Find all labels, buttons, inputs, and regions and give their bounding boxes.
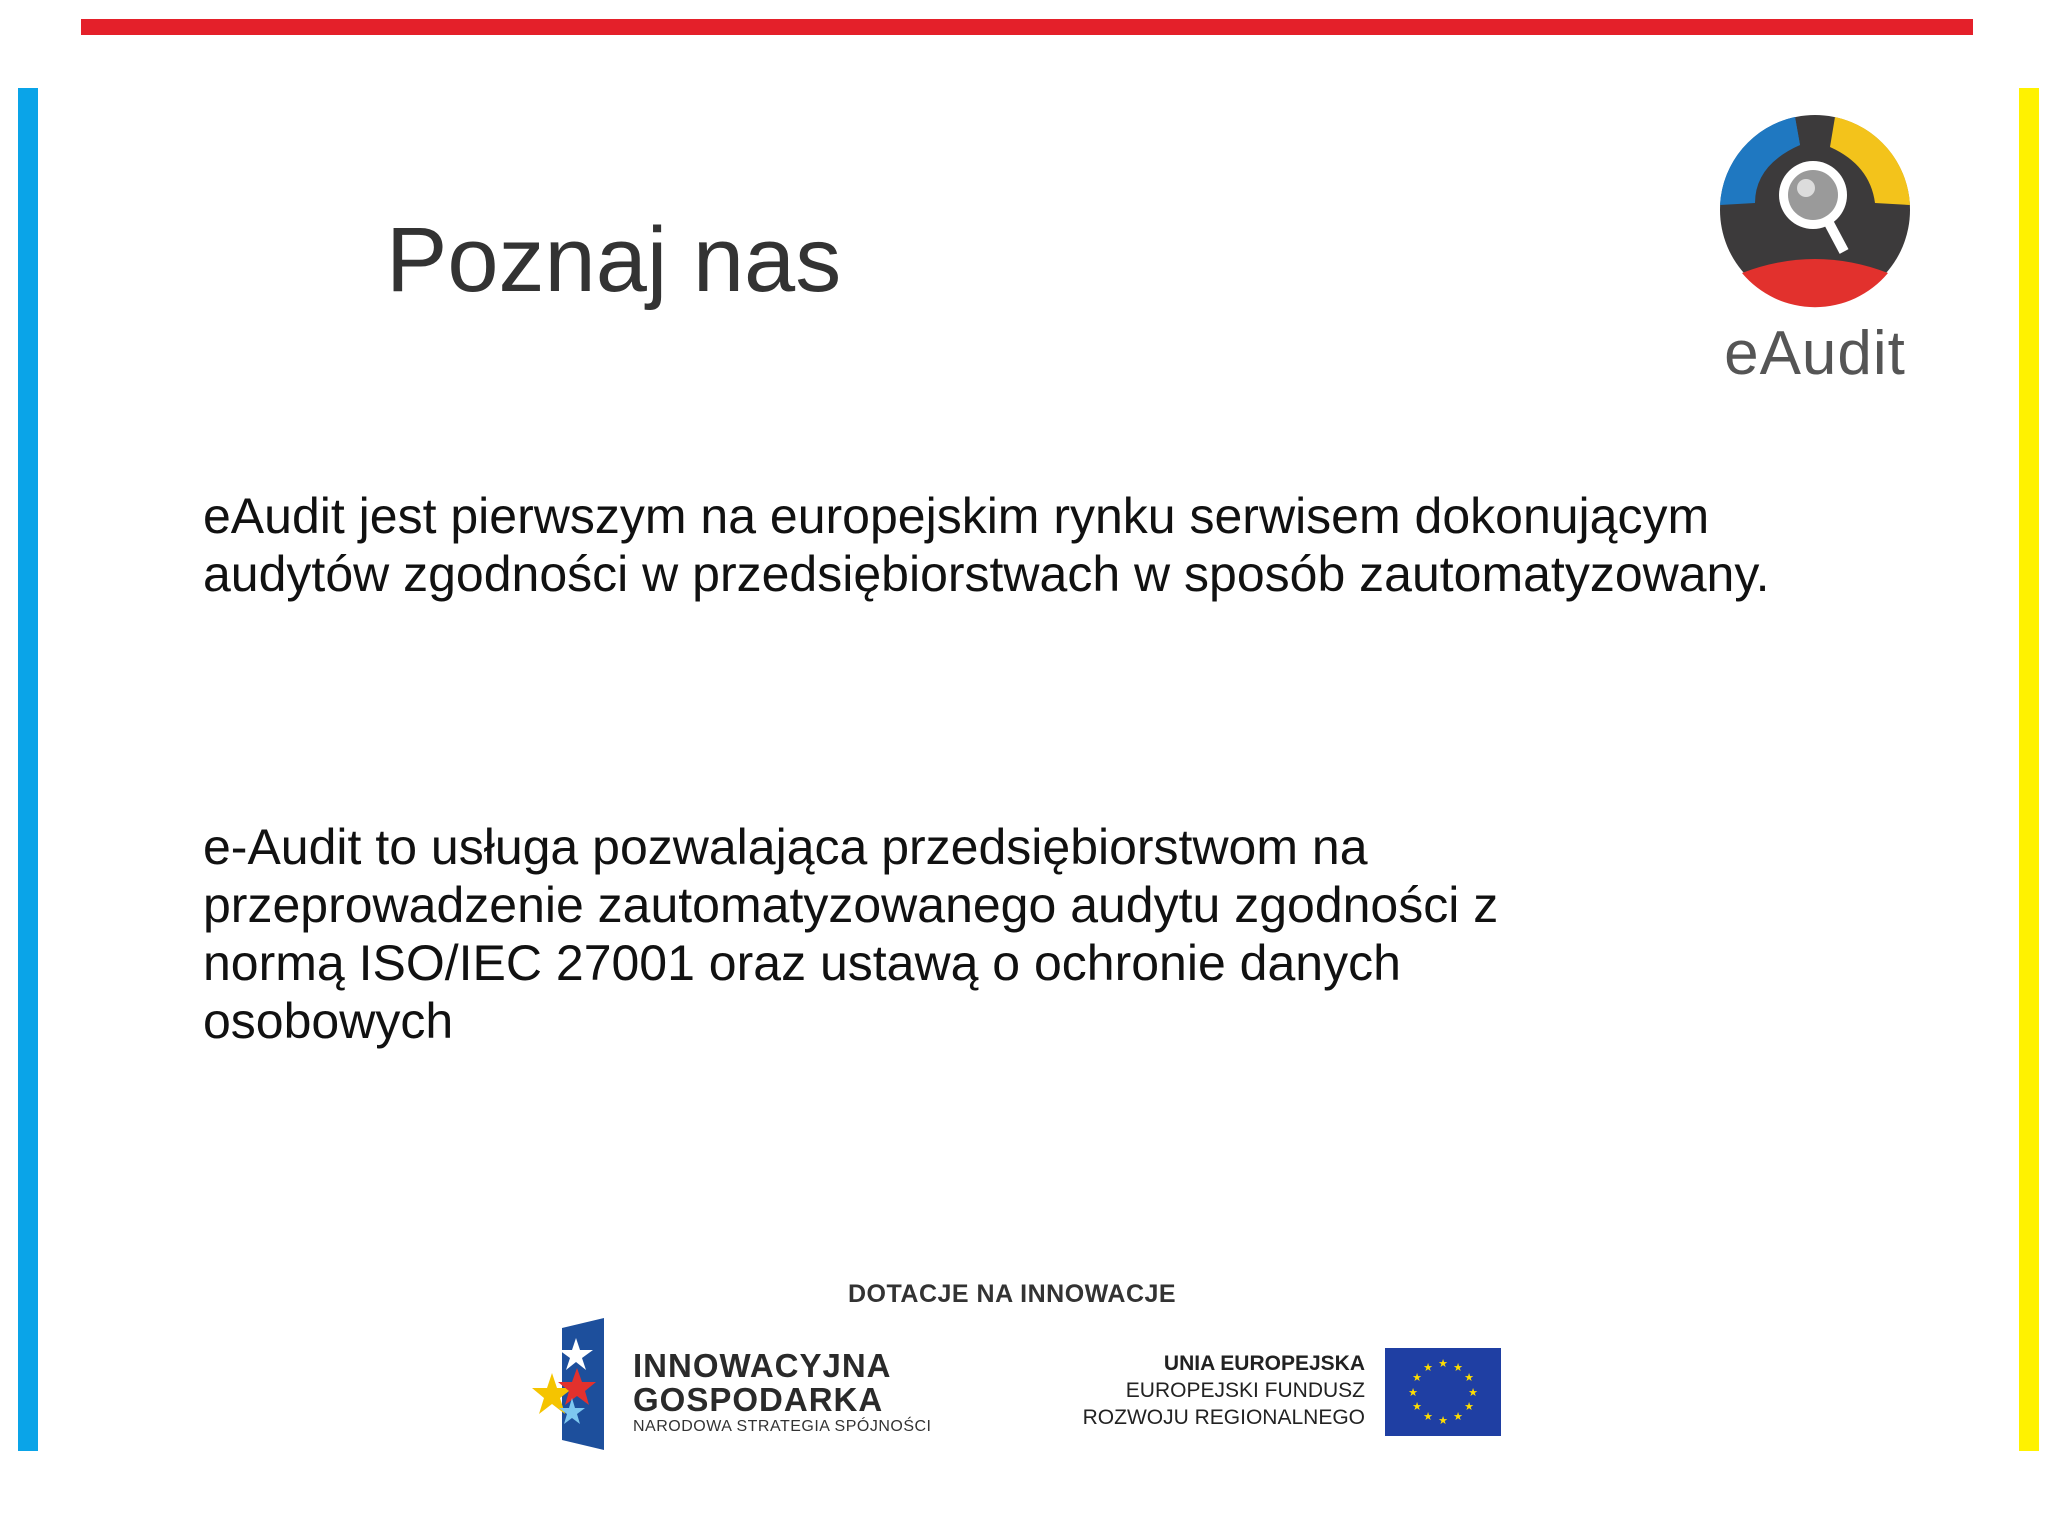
svg-text:★: ★ [1423, 1410, 1433, 1423]
svg-text:★: ★ [1408, 1386, 1418, 1399]
eu-line-2: EUROPEJSKI FUNDUSZ [1125, 1379, 1365, 1402]
svg-text:★: ★ [1464, 1400, 1474, 1413]
svg-text:★: ★ [1412, 1400, 1422, 1413]
intro-paragraph: eAudit jest pierwszym na europejskim rynku serwisem dokonującym audytów zgodności w przedsiębiorstwach w sposób zautomatyzowany. [203, 488, 1770, 602]
svg-text:★: ★ [1412, 1371, 1422, 1384]
innowacyjna-gospodarka-logo-icon [532, 1318, 610, 1450]
svg-text:★: ★ [1453, 1361, 1463, 1374]
slide-title: Poznaj nas [386, 209, 842, 311]
eu-text-block [1060, 1350, 1365, 1431]
service-paragraph: e-Audit to usługa pozwalająca przedsiębiorstwom na przeprowadzenie zautomatyzowanego audytu zgodności z normą ISO/IEC 27001 oraz ustawą o ochronie danych osobowych [203, 819, 1499, 1049]
svg-text:★: ★ [1464, 1371, 1474, 1384]
eaudit-logo-text: eAudit [1724, 319, 1906, 388]
ig-line-1: INNOWACYJNA [633, 1347, 892, 1384]
svg-text:★: ★ [1453, 1410, 1463, 1423]
svg-text:★: ★ [1438, 1357, 1448, 1370]
ig-line-3: NARODOWA STRATEGIA SPÓJNOŚCI [633, 1418, 932, 1435]
footer-heading: DOTACJE NA INNOWACJE [848, 1280, 1177, 1308]
eu-line-3: ROZWOJU REGIONALNEGO [1082, 1406, 1365, 1429]
right-yellow-bar [2019, 88, 2039, 1451]
svg-text:★: ★ [1468, 1386, 1478, 1399]
left-blue-bar [18, 88, 38, 1451]
svg-text:★: ★ [1423, 1361, 1433, 1374]
eu-line-1: UNIA EUROPEJSKA [1163, 1352, 1365, 1375]
svg-text:★: ★ [1438, 1414, 1448, 1427]
top-red-bar [81, 19, 1973, 35]
eu-flag-icon [1385, 1348, 1501, 1436]
ig-line-2: GOSPODARKA [633, 1381, 884, 1418]
